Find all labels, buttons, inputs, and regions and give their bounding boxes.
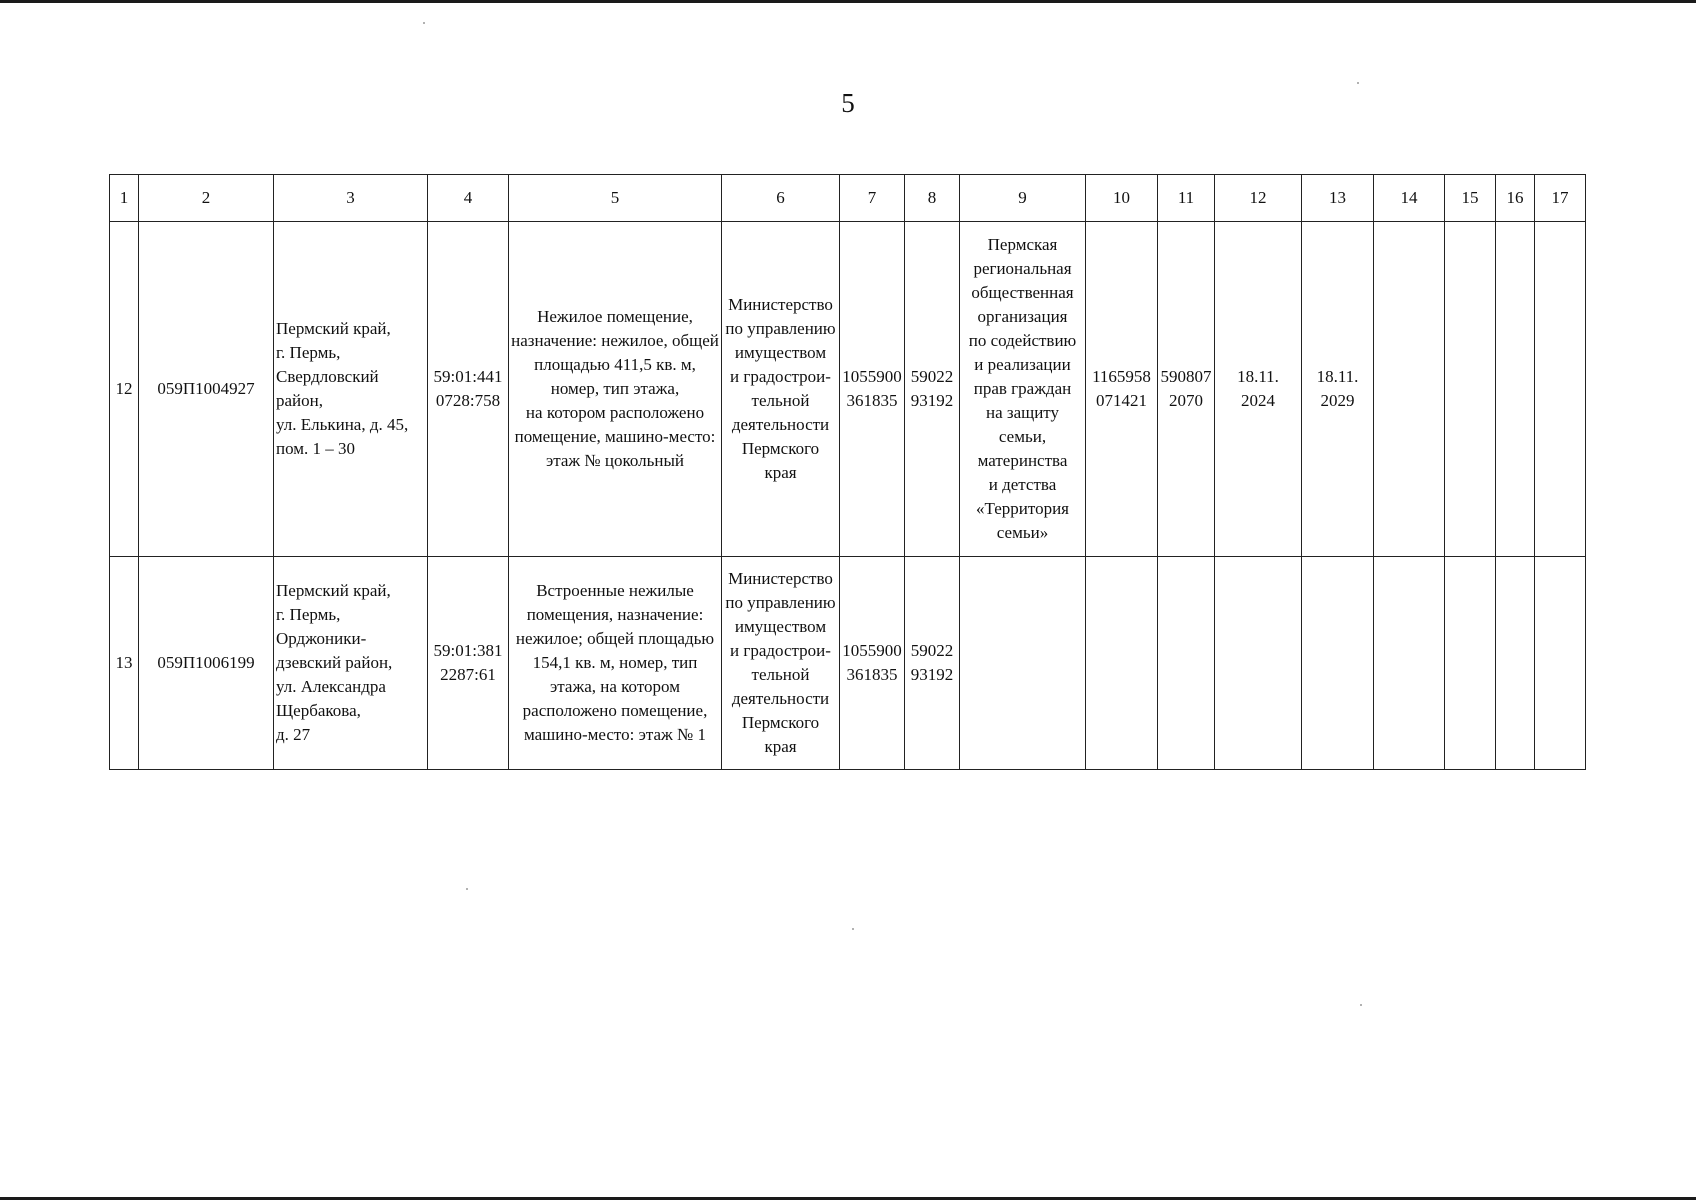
header-cell-1: 1 <box>110 175 139 222</box>
header-cell-16: 16 <box>1496 175 1535 222</box>
header-cell-7: 7 <box>840 175 905 222</box>
cadastral-number-cell: 59:01:441 0728:758 <box>428 222 509 557</box>
object-description-cell: Встроенные нежилые помещения, назначение: нежилое; общей площадью 154,1 кв. м, номер, тип этажа, на котором расположено помещение, машино-место: этаж № 1 <box>509 557 722 770</box>
header-cell-5: 5 <box>509 175 722 222</box>
owner-cell: Министерство по управлению имуществом и градострои- тельной деятельности Пермского края <box>722 222 840 557</box>
header-row <box>110 175 1586 222</box>
end-date-cell <box>1302 557 1374 770</box>
col-16-cell <box>1496 222 1535 557</box>
address-cell: Пермский край, г. Пермь, Свердловский район, ул. Елькина, д. 45, пом. 1 – 30 <box>274 222 428 557</box>
col-14-cell <box>1374 557 1445 770</box>
end-date-cell: 18.11. 2029 <box>1302 222 1374 557</box>
owner-ogrn-cell: 1055900 361835 <box>840 222 905 557</box>
col-14-cell <box>1374 222 1445 557</box>
tenant-inn-cell: 590807 2070 <box>1158 222 1215 557</box>
table-row <box>110 557 1586 770</box>
table-row <box>110 222 1586 557</box>
tenant-ogrn-cell <box>1086 557 1158 770</box>
tenant-cell <box>960 557 1086 770</box>
header-cell-4: 4 <box>428 175 509 222</box>
register-table <box>109 174 1586 770</box>
header-cell-14: 14 <box>1374 175 1445 222</box>
header-cell-15: 15 <box>1445 175 1496 222</box>
page-number: 5 <box>841 88 855 118</box>
col-17-cell <box>1535 222 1586 557</box>
scan-speck <box>1357 82 1359 84</box>
col-15-cell <box>1445 557 1496 770</box>
header-cell-2: 2 <box>139 175 274 222</box>
registry-number-cell: 059П1006199 <box>139 557 274 770</box>
col-16-cell <box>1496 557 1535 770</box>
registry-number-cell: 059П1004927 <box>139 222 274 557</box>
owner-inn-cell: 59022 93192 <box>905 222 960 557</box>
header-cell-12: 12 <box>1215 175 1302 222</box>
tenant-ogrn-cell: 1165958 071421 <box>1086 222 1158 557</box>
header-cell-11: 11 <box>1158 175 1215 222</box>
owner-ogrn-cell: 1055900 361835 <box>840 557 905 770</box>
address-cell: Пермский край, г. Пермь, Орджоники- дзевский район, ул. Александра Щербакова, д. 27 <box>274 557 428 770</box>
col-15-cell <box>1445 222 1496 557</box>
tenant-cell: Пермская региональная общественная организация по содействию и реализации прав граждан на защиту семьи, материнства и детства «Территория семьи» <box>960 222 1086 557</box>
header-cell-13: 13 <box>1302 175 1374 222</box>
tenant-inn-cell <box>1158 557 1215 770</box>
header-cell-8: 8 <box>905 175 960 222</box>
header-cell-10: 10 <box>1086 175 1158 222</box>
start-date-cell: 18.11. 2024 <box>1215 222 1302 557</box>
cadastral-number-cell: 59:01:381 2287:61 <box>428 557 509 770</box>
owner-inn-cell: 59022 93192 <box>905 557 960 770</box>
start-date-cell <box>1215 557 1302 770</box>
scan-speck <box>466 888 468 890</box>
top-scan-border <box>0 0 1696 3</box>
owner-cell: Министерство по управлению имуществом и градострои- тельной деятельности Пермского края <box>722 557 840 770</box>
scan-speck <box>1360 1004 1362 1006</box>
scan-speck <box>423 22 425 24</box>
scan-speck <box>852 928 854 930</box>
header-cell-17: 17 <box>1535 175 1586 222</box>
header-cell-6: 6 <box>722 175 840 222</box>
row-number-cell: 13 <box>110 557 139 770</box>
object-description-cell: Нежилое помещение, назначение: нежилое, общей площадью 411,5 кв. м, номер, тип этажа, на котором расположено помещение, машино-место: этаж № цокольный <box>509 222 722 557</box>
header-cell-9: 9 <box>960 175 1086 222</box>
header-cell-3: 3 <box>274 175 428 222</box>
row-number-cell: 12 <box>110 222 139 557</box>
col-17-cell <box>1535 557 1586 770</box>
